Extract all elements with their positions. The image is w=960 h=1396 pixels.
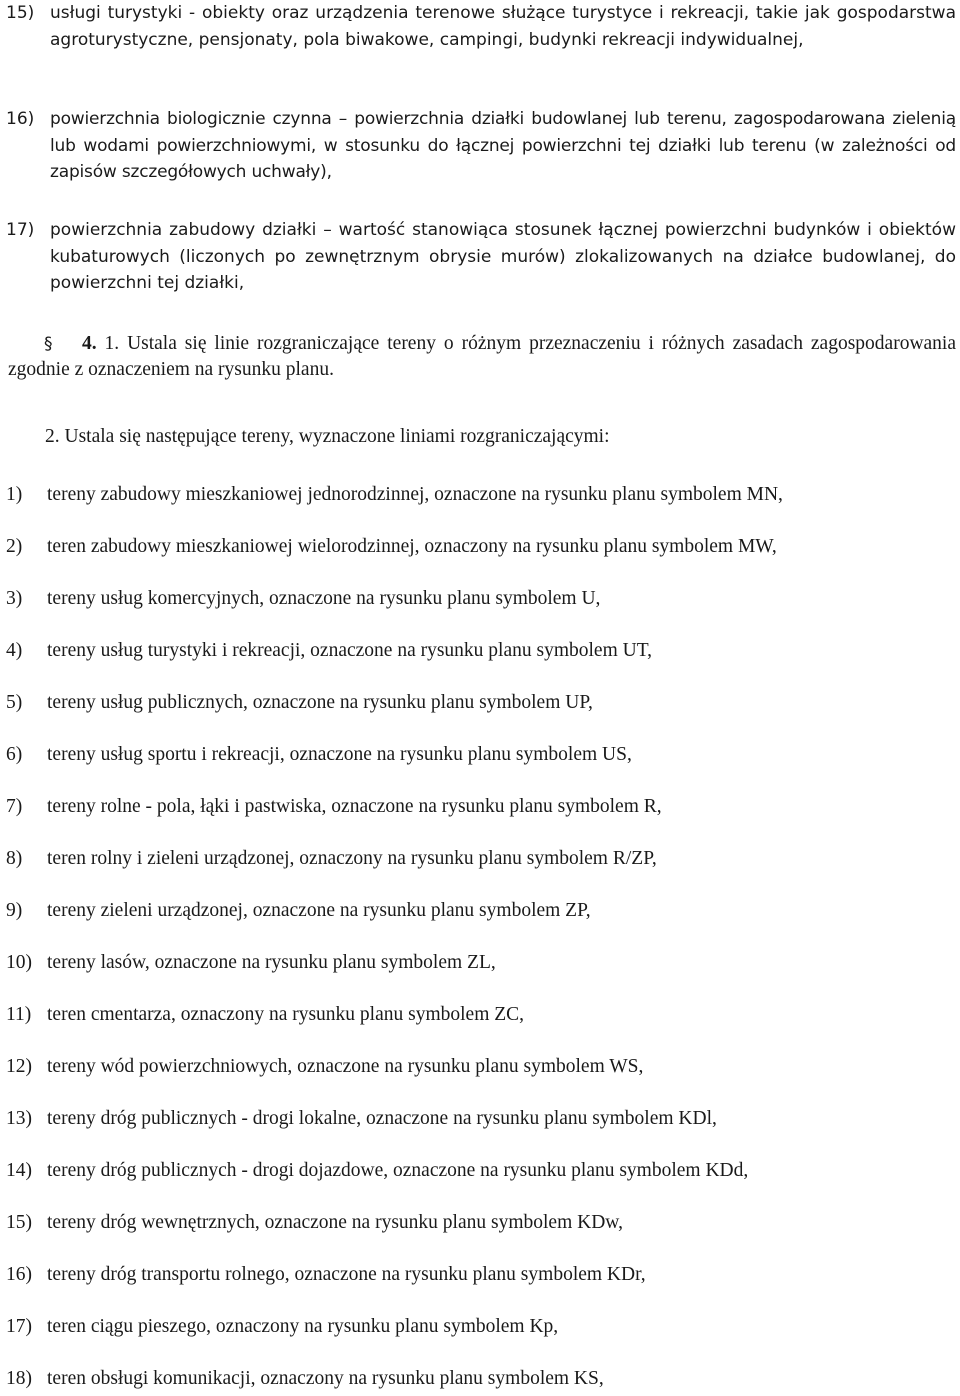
list-item-text: tereny dróg publicznych - drogi lokalne, oznaczone na rysunku planu symbolem KDl, — [47, 1108, 717, 1129]
point-number: 1. — [104, 333, 120, 354]
list-item — [6, 1158, 956, 1184]
list-item — [6, 794, 956, 820]
list-item-text: teren ciągu pieszego, oznaczony na rysunku planu symbolem Kp, — [47, 1316, 559, 1337]
paragraph-sign: § — [44, 334, 53, 354]
point-text: Ustala się następujące tereny, wyznaczone liniami rozgraniczającymi: — [64, 426, 610, 447]
definition-number: 17) — [6, 220, 35, 240]
list-item-text: tereny zabudowy mieszkaniowej jednorodzinnej, oznaczone na rysunku planu symbolem MN, — [47, 484, 783, 505]
list-item-number: 4) — [6, 640, 23, 661]
list-item — [6, 898, 956, 924]
list-item-text: tereny lasów, oznaczone na rysunku planu symbolem ZL, — [47, 952, 496, 973]
definition-text: powierzchnia zabudowy działki – wartość stanowiąca stosunek łącznej powierzchni budynków i obiektów kubaturowych (liczonych po zewnętrznym obrysie murów) zlokalizowanych na działce budowlanej, do powierzchni tej działki, — [50, 220, 956, 293]
list-item-text: teren zabudowy mieszkaniowej wielorodzinnej, oznaczony na rysunku planu symbolem MW, — [47, 536, 777, 557]
list-item-text: teren rolny i zieleni urządzonej, oznaczony na rysunku planu symbolem R/ZP, — [47, 848, 657, 869]
list-item-text: tereny usług komercyjnych, oznaczone na rysunku planu symbolem U, — [47, 588, 601, 609]
definition-number: 16) — [6, 109, 35, 129]
list-item-text: teren cmentarza, oznaczony na rysunku planu symbolem ZC, — [47, 1004, 525, 1025]
list-item-text: tereny rolne - pola, łąki i pastwiska, oznaczone na rysunku planu symbolem R, — [47, 796, 662, 817]
list-item-text: tereny dróg transportu rolnego, oznaczone na rysunku planu symbolem KDr, — [47, 1264, 646, 1285]
list-item-number: 15) — [6, 1212, 32, 1233]
list-item — [6, 482, 956, 508]
list-item-text: tereny usług sportu i rekreacji, oznaczone na rysunku planu symbolem US, — [47, 744, 632, 765]
list-item-text: tereny dróg publicznych - drogi dojazdowe, oznaczone na rysunku planu symbolem KDd, — [47, 1160, 749, 1181]
point-text: Ustala się linie rozgraniczające tereny o różnym przeznaczeniu i różnych zasadach zagospodarowania zgodnie z oznaczeniem na rysunku planu. — [8, 333, 957, 380]
list-item — [6, 534, 956, 560]
list-item-text: tereny zieleni urządzonej, oznaczone na rysunku planu symbolem ZP, — [47, 900, 591, 921]
list-item-number: 14) — [6, 1160, 32, 1181]
list-item-text: teren obsługi komunikacji, oznaczony na rysunku planu symbolem KS, — [47, 1368, 604, 1389]
list-item-text: tereny usług publicznych, oznaczone na rysunku planu symbolem UP, — [47, 692, 593, 713]
list-item — [6, 1002, 956, 1028]
list-item-number: 13) — [6, 1108, 32, 1129]
list-item — [6, 1054, 956, 1080]
definition-item-16 — [6, 106, 956, 186]
list-item-number: 6) — [6, 744, 23, 765]
list-item-number: 10) — [6, 952, 32, 973]
section-4-point-1 — [8, 331, 956, 383]
list-item — [6, 846, 956, 872]
list-item-number: 16) — [6, 1264, 32, 1285]
list-item-number: 11) — [6, 1004, 32, 1025]
list-item-text: tereny wód powierzchniowych, oznaczone na rysunku planu symbolem WS, — [47, 1056, 644, 1077]
list-item — [6, 690, 956, 716]
list-item — [6, 1314, 956, 1340]
list-item-text: tereny dróg wewnętrznych, oznaczone na rysunku planu symbolem KDw, — [47, 1212, 623, 1233]
list-item — [6, 1210, 956, 1236]
section-number: 4. — [81, 333, 97, 354]
list-item — [6, 1366, 956, 1392]
list-item — [6, 742, 956, 768]
definition-number: 15) — [6, 3, 35, 23]
list-item-number: 1) — [6, 484, 23, 505]
list-item-number: 3) — [6, 588, 23, 609]
list-item-number: 17) — [6, 1316, 32, 1337]
list-item-text: tereny usług turystyki i rekreacji, oznaczone na rysunku planu symbolem UT, — [47, 640, 653, 661]
definition-item-17 — [6, 217, 956, 297]
list-item-number: 8) — [6, 848, 23, 869]
point-number: 2. — [45, 426, 60, 447]
list-item — [6, 638, 956, 664]
definition-item-15 — [6, 0, 956, 53]
list-item — [6, 586, 956, 612]
definition-text: usługi turystyki - obiekty oraz urządzenia terenowe służące turystyce i rekreacji, takie jak gospodarstwa agroturystyczne, pensjonaty, pola biwakowe, campingi, budynki rekreacji indywidualnej, — [50, 3, 956, 50]
list-item-number: 9) — [6, 900, 23, 921]
list-item — [6, 1106, 956, 1132]
list-item-number: 12) — [6, 1056, 32, 1077]
list-item — [6, 1262, 956, 1288]
section-4-point-2 — [45, 424, 945, 450]
list-item — [6, 950, 956, 976]
list-item-number: 2) — [6, 536, 23, 557]
definition-text: powierzchnia biologicznie czynna – powierzchnia działki budowlanej lub terenu, zagospodarowana zielenią lub wodami powierzchniowymi, w stosunku do łącznej powierzchni tej działki lub terenu (w zależności od zapisów szczegółowych uchwały), — [50, 109, 956, 182]
list-item-number: 18) — [6, 1368, 32, 1389]
list-item-number: 7) — [6, 796, 23, 817]
list-item-number: 5) — [6, 692, 23, 713]
